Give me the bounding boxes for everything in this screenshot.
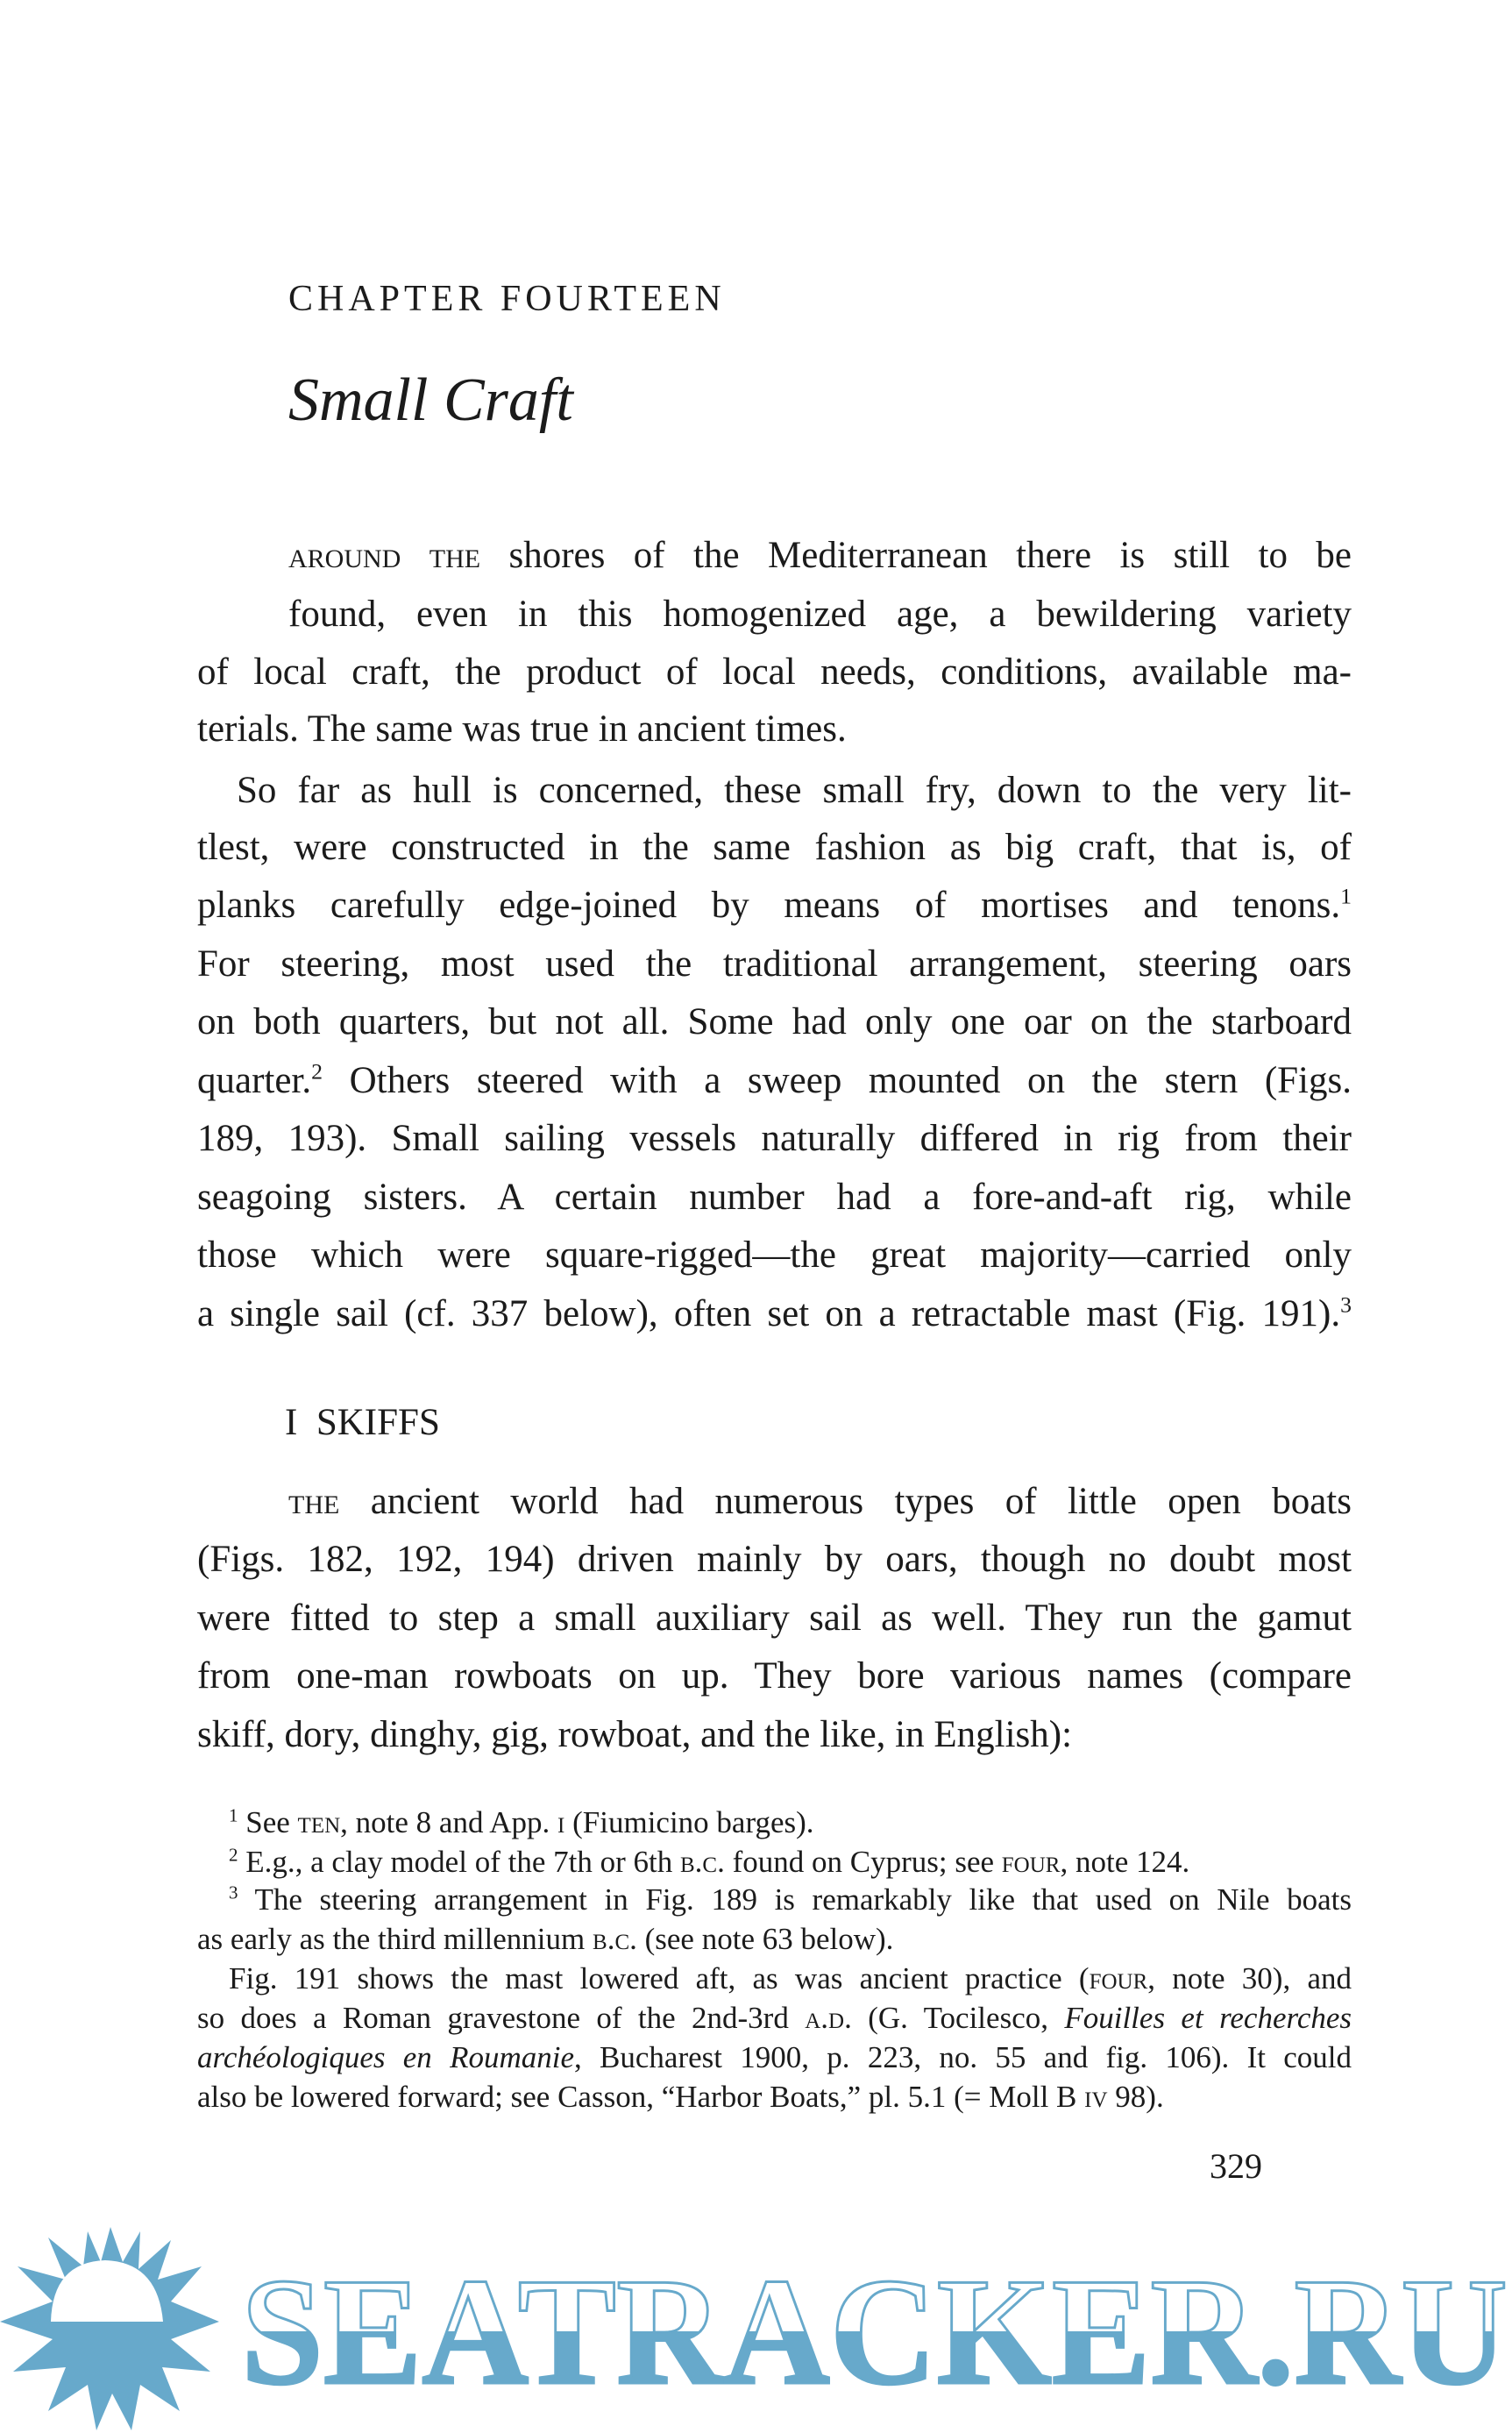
- text-segment: archéologiques en Roumanie: [197, 2040, 575, 2074]
- text-segment: (Fiumicino barges).: [564, 1805, 814, 1839]
- text-line: [288, 1476, 1352, 1528]
- footnote-line: [229, 1881, 1352, 1919]
- sun-icon: [0, 2227, 219, 2430]
- text-line: [197, 703, 847, 756]
- footnote-line: [197, 2038, 1352, 2077]
- text-segment: , note 30), and: [1147, 1961, 1352, 1995]
- text-segment: E.g., a clay model of the 7th or 6th: [238, 1845, 680, 1879]
- footnote-line: [197, 1999, 1352, 2038]
- text-segment: Others steered with a sweep mounted on the stern (Figs.: [323, 1060, 1352, 1101]
- text-segment: So far as hull is concerned, these small fry, down to the very lit-: [237, 770, 1352, 811]
- page-number: 329: [1210, 2146, 1262, 2186]
- text-line: [197, 646, 1352, 699]
- text-segment: Fouilles et recherches: [1064, 2001, 1352, 2035]
- text-segment: 189, 193). Small sailing vessels naturally differed in rig from their: [197, 1118, 1352, 1159]
- text-segment: (Figs. 182, 192, 194) driven mainly by oars, though no doubt most: [197, 1539, 1352, 1580]
- footnote-line: [229, 1960, 1352, 1998]
- text-segment: ten: [297, 1805, 341, 1839]
- text-line: [197, 879, 1352, 932]
- text-segment: found, even in this homogenized age, a bewildering variety: [288, 594, 1352, 635]
- text-line: [197, 1709, 1072, 1761]
- footnote-line: [197, 1920, 893, 1959]
- text-segment: as early as the third millennium: [197, 1922, 593, 1956]
- watermark-text: SEATRACKER.RU: [241, 2246, 1508, 2416]
- text-segment: of local craft, the product of local needs, conditions, available ma-: [197, 651, 1352, 693]
- text-segment: SKIFFS: [297, 1402, 440, 1443]
- text-segment: iv: [1084, 2080, 1108, 2114]
- footnote-ref: 1: [229, 1804, 238, 1826]
- text-segment: also be lowered forward; see Casson, “Harbor Boats,” pl. 5.1 (= Moll B: [197, 2080, 1085, 2114]
- footnote-ref: 1: [1340, 883, 1352, 909]
- text-line: [197, 1113, 1352, 1165]
- text-segment: 98).: [1107, 2080, 1164, 2114]
- text-line: [197, 822, 1352, 874]
- text-segment: skiff, dory, dinghy, gig, rowboat, and the like, in English):: [197, 1714, 1073, 1755]
- text-segment: (G. Tocilesco,: [851, 2001, 1065, 2035]
- watermark-logo: [0, 2227, 1512, 2433]
- text-segment: quarter.: [197, 1060, 312, 1101]
- text-line: [197, 1592, 1352, 1645]
- text-segment: For steering, most used the traditional arrangement, steering oars: [197, 943, 1352, 985]
- text-segment: I: [285, 1402, 298, 1443]
- text-line: [288, 588, 1352, 641]
- footnote-ref: 3: [1340, 1291, 1352, 1318]
- footnote-line: [229, 1803, 814, 1842]
- text-segment: The steering arrangement in Fig. 189 is remarkably like that used on Nile boats: [238, 1882, 1352, 1917]
- chapter-title: Small Craft: [288, 366, 573, 434]
- footnote-ref: 2: [311, 1058, 323, 1085]
- text-line: [197, 1533, 1352, 1586]
- text-segment: a.d.: [805, 2001, 852, 2035]
- text-line: [197, 996, 1352, 1049]
- text-segment: b.c.: [679, 1845, 725, 1879]
- text-line: [197, 1650, 1352, 1703]
- text-segment: were fitted to step a small auxiliary sail as well. They run the gamut: [197, 1597, 1352, 1639]
- text-segment: found on Cyprus; see: [724, 1845, 1002, 1879]
- text-line: [197, 1229, 1352, 1282]
- text-segment: See: [238, 1805, 298, 1839]
- text-segment: planks carefully edge-joined by means of mortises and tenons.: [197, 885, 1341, 926]
- text-segment: , Bucharest 1900, p. 223, no. 55 and fig. 106). It could: [574, 2040, 1352, 2074]
- text-segment: ancient world had numerous types of little open boats: [339, 1481, 1352, 1522]
- text-segment: shores of the Mediterranean there is still to be: [480, 535, 1352, 576]
- text-segment: Fig. 191 shows the mast lowered aft, as was ancient practice (: [229, 1961, 1090, 1995]
- text-segment: tlest, were constructed in the same fashion as big craft, that is, of: [197, 827, 1352, 868]
- text-segment: from one-man rowboats on up. They bore various names (compare: [197, 1655, 1352, 1697]
- text-line: [197, 1171, 1352, 1224]
- text-segment: seagoing sisters. A certain number had a fore-and-aft rig, while: [197, 1177, 1352, 1218]
- footnote-ref: 2: [229, 1844, 238, 1866]
- text-segment: a single sail (cf. 337 below), often set on a retractable mast (Fig. 191).: [197, 1293, 1341, 1334]
- section-heading: [285, 1397, 440, 1449]
- text-line: [237, 765, 1352, 817]
- text-segment: on both quarters, but not all. Some had only one oar on the starboard: [197, 1001, 1352, 1042]
- chapter-label: CHAPTER FOURTEEN: [288, 279, 726, 319]
- text-segment: four: [1089, 1961, 1148, 1995]
- text-line: [197, 1288, 1352, 1341]
- text-segment: those which were square-rigged—the great majority—carried only: [197, 1234, 1352, 1276]
- text-line: [197, 938, 1352, 991]
- text-segment: , note 124.: [1060, 1845, 1190, 1879]
- text-segment: terials. The same was true in ancient times.: [197, 708, 847, 750]
- text-segment: i: [557, 1805, 565, 1839]
- text-segment: , note 8 and App.: [340, 1805, 558, 1839]
- text-line: [197, 1055, 1352, 1107]
- text-segment: around the: [288, 535, 481, 576]
- text-segment: the: [288, 1481, 340, 1522]
- footnote-line: [229, 1843, 1189, 1882]
- footnote-line: [197, 2078, 1164, 2116]
- text-segment: so does a Roman gravestone of the 2nd-3rd: [197, 2001, 806, 2035]
- text-segment: b.c.: [593, 1922, 637, 1956]
- text-segment: (see note 63 below).: [636, 1922, 894, 1956]
- footnote-ref: 3: [229, 1882, 238, 1903]
- text-segment: four: [1001, 1845, 1061, 1879]
- text-line: [288, 530, 1352, 582]
